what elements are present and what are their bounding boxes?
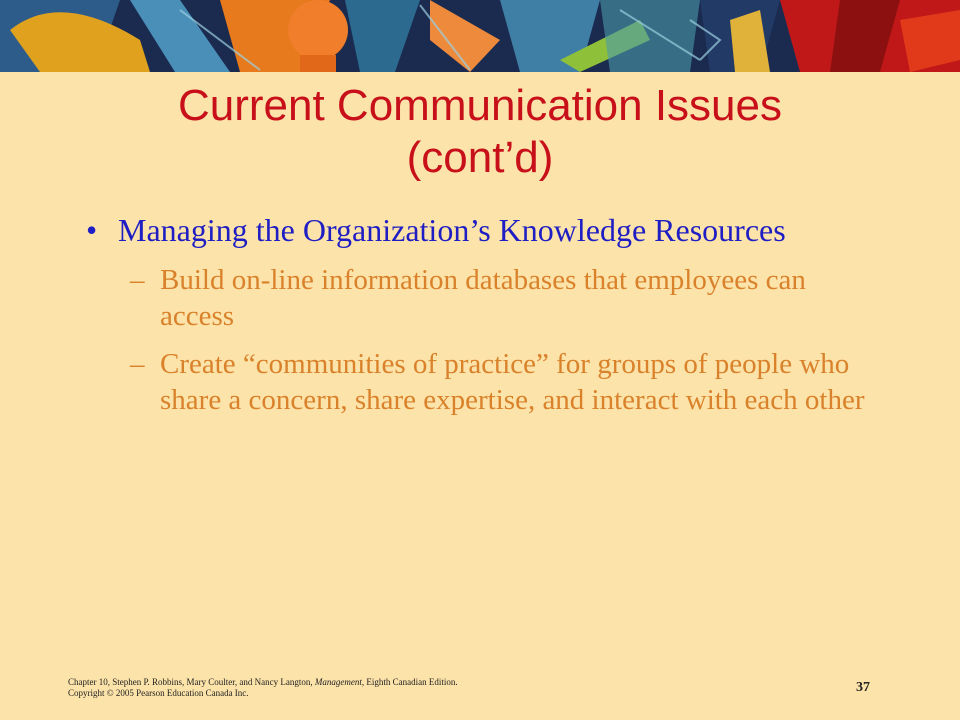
slide-title-line-2: (cont’d) <box>406 133 554 182</box>
subbullet-marker: – <box>130 264 145 296</box>
subbullet-text: Build on-line information databases that employees can access <box>160 264 806 332</box>
footer-citation-line <box>68 677 458 688</box>
citation-authors: Chapter 10, Stephen P. Robbins, Mary Coulter, and Nancy Langton, <box>68 677 315 687</box>
subbullet-item <box>130 262 886 334</box>
citation-edition: Eighth Canadian Edition. <box>364 677 458 687</box>
bullet-marker: • <box>86 212 98 248</box>
slide-title-line-1: Current Communication Issues <box>177 81 782 130</box>
subbullet-item <box>130 346 886 418</box>
slide-title <box>60 80 900 184</box>
page-number: 37 <box>856 680 870 695</box>
subbullet-marker: – <box>130 348 145 380</box>
decorative-banner <box>0 0 960 72</box>
bullet-text: Managing the Organization’s Knowledge Resources <box>118 212 786 248</box>
footer-copyright: Copyright © 2005 Pearson Education Canada Inc. <box>68 688 249 698</box>
footer-citation <box>68 677 458 699</box>
subbullet-text: Create “communities of practice” for groups of people who share a concern, share expertise, and interact with each other <box>160 348 865 416</box>
citation-book-title: Management, <box>314 677 365 687</box>
banner-illustration <box>0 0 960 72</box>
bullet-item <box>86 210 886 250</box>
slide-body <box>86 210 886 418</box>
